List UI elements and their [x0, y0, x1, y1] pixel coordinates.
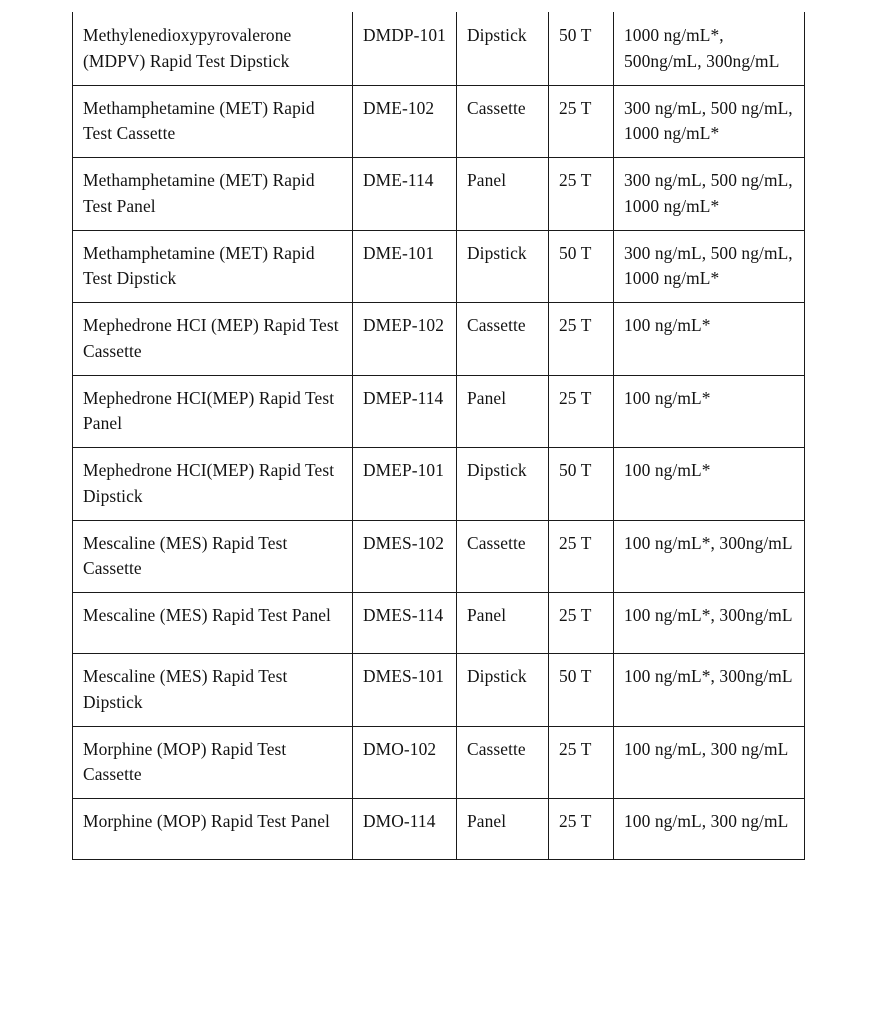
tests-per-kit-cell: 25 T — [549, 85, 614, 158]
format-cell: Dipstick — [457, 230, 549, 303]
cutoff-concentration-cell: 100 ng/mL*, 300ng/mL — [614, 520, 805, 593]
table-row — [73, 85, 805, 158]
format-cell: Panel — [457, 799, 549, 860]
tests-per-kit-cell: 25 T — [549, 593, 614, 654]
table-row — [73, 303, 805, 376]
product-name-cell: Morphine (MOP) Rapid Test Cassette — [73, 726, 353, 799]
product-name-cell: Mephedrone HCI(MEP) Rapid Test Panel — [73, 375, 353, 448]
catalog-number-cell: DME-101 — [353, 230, 457, 303]
product-name-cell: Morphine (MOP) Rapid Test Panel — [73, 799, 353, 860]
product-name-cell: Mephedrone HCI (MEP) Rapid Test Cassette — [73, 303, 353, 376]
cutoff-concentration-cell: 300 ng/mL, 500 ng/mL, 1000 ng/mL* — [614, 158, 805, 231]
cutoff-concentration-cell: 1000 ng/mL*, 500ng/mL, 300ng/mL — [614, 13, 805, 86]
tests-per-kit-cell: 50 T — [549, 448, 614, 521]
format-cell: Cassette — [457, 85, 549, 158]
product-name-cell: Mephedrone HCI(MEP) Rapid Test Dipstick — [73, 448, 353, 521]
cutoff-concentration-cell: 100 ng/mL* — [614, 303, 805, 376]
format-cell: Panel — [457, 593, 549, 654]
tests-per-kit-cell: 25 T — [549, 520, 614, 593]
table-row — [73, 448, 805, 521]
table-row — [73, 520, 805, 593]
table-body — [73, 13, 805, 860]
cutoff-concentration-cell: 300 ng/mL, 500 ng/mL, 1000 ng/mL* — [614, 230, 805, 303]
catalog-number-cell: DME-114 — [353, 158, 457, 231]
catalog-number-cell: DMES-102 — [353, 520, 457, 593]
catalog-number-cell: DMO-114 — [353, 799, 457, 860]
product-name-cell: Methylenedioxypyrovalerone (MDPV) Rapid Test Dipstick — [73, 13, 353, 86]
tests-per-kit-cell: 25 T — [549, 303, 614, 376]
product-name-cell: Methamphetamine (MET) Rapid Test Dipstick — [73, 230, 353, 303]
cutoff-concentration-cell: 100 ng/mL, 300 ng/mL — [614, 799, 805, 860]
tests-per-kit-cell: 50 T — [549, 654, 614, 727]
cutoff-concentration-cell: 100 ng/mL, 300 ng/mL — [614, 726, 805, 799]
catalog-number-cell: DMES-114 — [353, 593, 457, 654]
product-specification-table — [72, 12, 805, 860]
tests-per-kit-cell: 50 T — [549, 230, 614, 303]
product-name-cell: Methamphetamine (MET) Rapid Test Cassette — [73, 85, 353, 158]
cutoff-concentration-cell: 100 ng/mL*, 300ng/mL — [614, 654, 805, 727]
format-cell: Dipstick — [457, 13, 549, 86]
format-cell: Cassette — [457, 520, 549, 593]
format-cell: Cassette — [457, 726, 549, 799]
table-row — [73, 799, 805, 860]
table-row — [73, 654, 805, 727]
catalog-number-cell: DMDP-101 — [353, 13, 457, 86]
table-row — [73, 726, 805, 799]
tests-per-kit-cell: 25 T — [549, 375, 614, 448]
product-name-cell: Methamphetamine (MET) Rapid Test Panel — [73, 158, 353, 231]
cutoff-concentration-cell: 100 ng/mL* — [614, 448, 805, 521]
table-row — [73, 593, 805, 654]
tests-per-kit-cell: 25 T — [549, 726, 614, 799]
product-name-cell: Mescaline (MES) Rapid Test Cassette — [73, 520, 353, 593]
tests-per-kit-cell: 25 T — [549, 799, 614, 860]
catalog-number-cell: DMES-101 — [353, 654, 457, 727]
format-cell: Panel — [457, 158, 549, 231]
format-cell: Dipstick — [457, 448, 549, 521]
cutoff-concentration-cell: 300 ng/mL, 500 ng/mL, 1000 ng/mL* — [614, 85, 805, 158]
cutoff-concentration-cell: 100 ng/mL*, 300ng/mL — [614, 593, 805, 654]
table-row — [73, 158, 805, 231]
table-row — [73, 230, 805, 303]
format-cell: Dipstick — [457, 654, 549, 727]
catalog-number-cell: DMEP-114 — [353, 375, 457, 448]
format-cell: Panel — [457, 375, 549, 448]
cutoff-concentration-cell: 100 ng/mL* — [614, 375, 805, 448]
tests-per-kit-cell: 50 T — [549, 13, 614, 86]
catalog-number-cell: DMEP-101 — [353, 448, 457, 521]
format-cell: Cassette — [457, 303, 549, 376]
catalog-number-cell: DMEP-102 — [353, 303, 457, 376]
catalog-number-cell: DME-102 — [353, 85, 457, 158]
product-name-cell: Mescaline (MES) Rapid Test Panel — [73, 593, 353, 654]
table-row — [73, 375, 805, 448]
product-name-cell: Mescaline (MES) Rapid Test Dipstick — [73, 654, 353, 727]
table-row — [73, 13, 805, 86]
catalog-number-cell: DMO-102 — [353, 726, 457, 799]
tests-per-kit-cell: 25 T — [549, 158, 614, 231]
